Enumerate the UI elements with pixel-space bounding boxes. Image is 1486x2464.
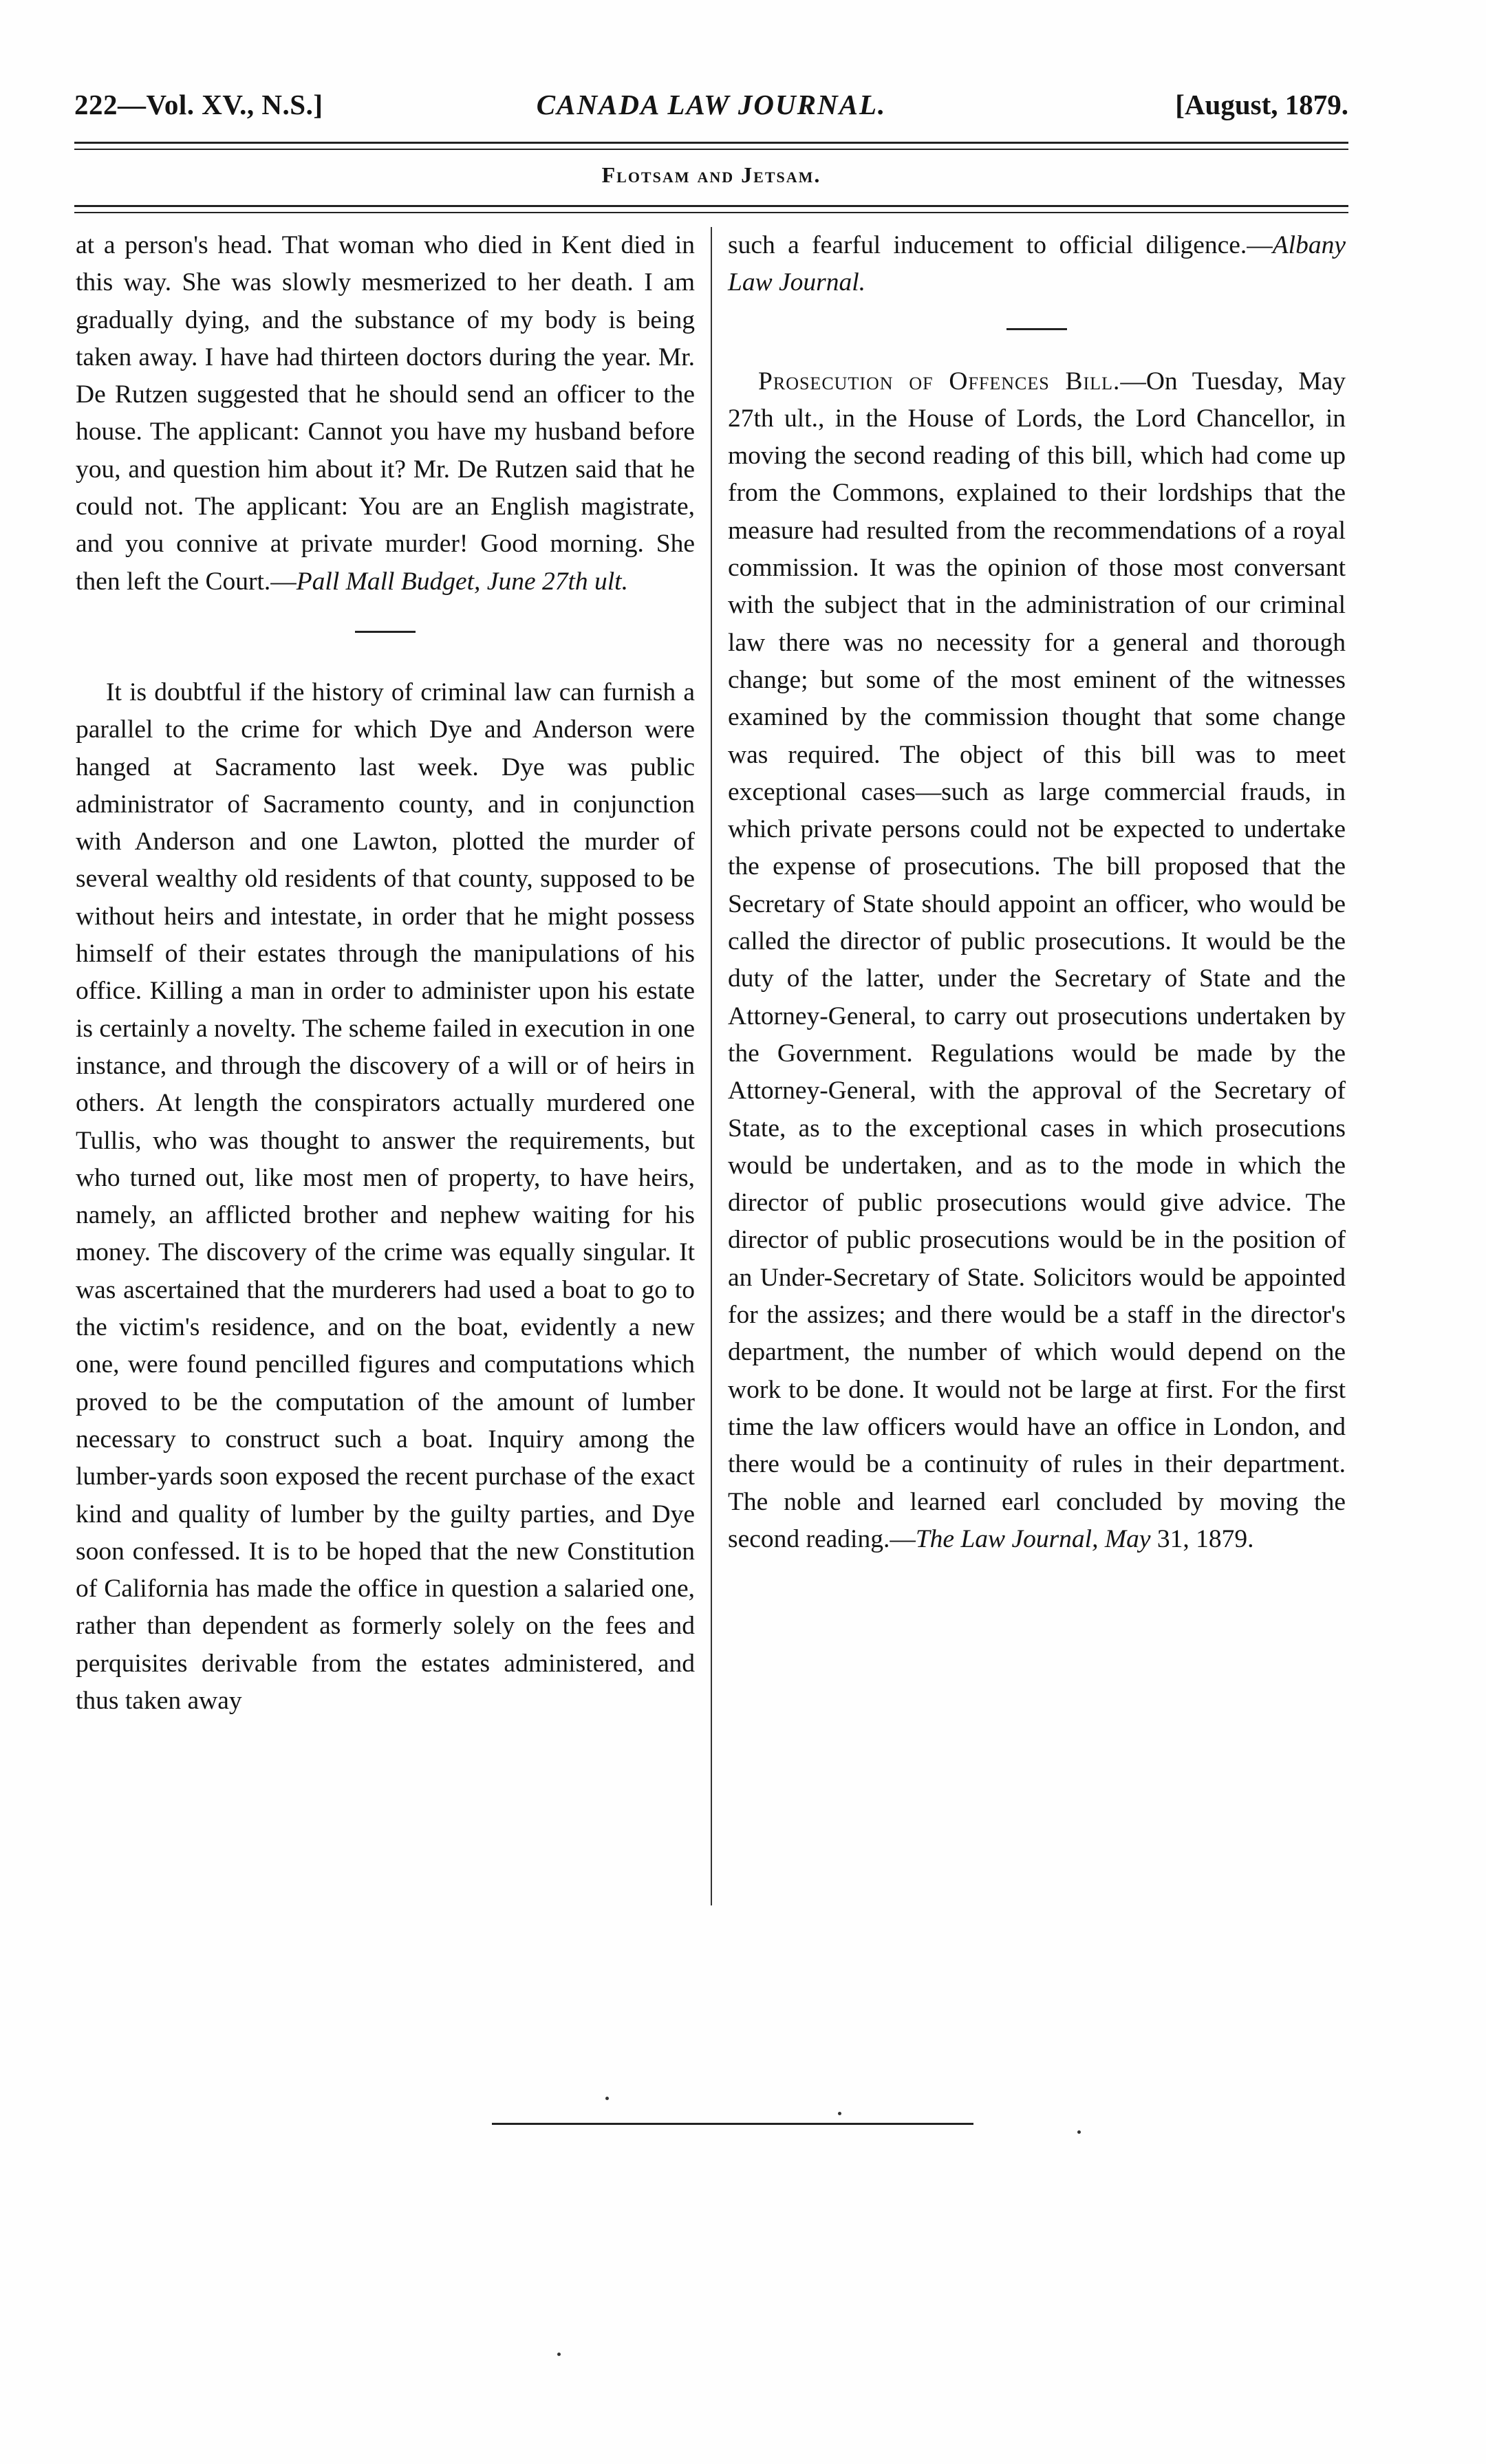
page-end-rule (492, 2123, 973, 2125)
print-speck (838, 2112, 841, 2115)
article-source: Albany Law Journal. (728, 231, 1346, 297)
article-text: —On Tuesday, May 27th ult., in the House of Lords, the Lord Chancellor, in moving the second reading of this bill, which had come up from the Commons, explained to their lordships that the measure had resulted from the recommendations of a royal commission. It was the opinion of those most conversant with the subject that in the administration of our criminal law there was no necessity for a general and thorough change; but some of the most eminent of the witnesses examined by the commission thought that some change was required. The object of this bill was to meet exceptional cases—such as large commercial frauds, in which private persons could not be expected to undertake the expense of prosecutions. The bill proposed that the Secretary of State should appoint an officer, who would be called the director of public prosecutions. It would be the duty of the latter, under the Secretary of State and the Attorney-General, to carry out prosecutions undertaken by the Government. Regulations would be made by the Attorney-General, with the approval of the Secretary of State, as to the exceptional cases in which prosecutions would be undertaken, and as to the mode in which the director of public prosecutions would give advice. The director of public prosecutions would be in the position of an Under-Secretary of State. Solicitors would be appointed for the assizes; and there would be a staff in the director's department, the number of which would depend on the work to be done. It would not be large at first. For the first time the law officers would have an office in London, and there would be a continuity of rules in their department. The noble and learned earl concluded by moving the second reading.— (728, 367, 1346, 1553)
section-rule-bottom (74, 212, 1348, 213)
print-speck (605, 2097, 609, 2100)
article-separator (355, 631, 416, 633)
article-heading: Prosecution of Offences Bill. (758, 367, 1121, 396)
journal-title: CANADA LAW JOURNAL. (536, 89, 887, 120)
article-separator (1006, 328, 1067, 330)
article-continuation-right (728, 227, 1346, 302)
article-source-date: 31, 1879. (1156, 1524, 1254, 1553)
header-rule-bottom (74, 149, 1348, 150)
section-rule-top (74, 205, 1348, 207)
article-sacramento: It is doubtful if the history of criminal law can furnish a parallel to the crime for which Dye and Anderson were hanged at Sacramento last week. Dye was public administrator of Sacramento county, and in conjunction with Anderson and one Lawton, plotted the murder of several wealthy old residents of that county, supposed to be without heirs and intestate, in order that he might possess himself of their estates through the manipulations of his office. Killing a man in order to administer upon his estate is certainly a novelty. The scheme failed in execution in one instance, and through the discovery of a will or of heirs in others. At length the conspirators actually murdered one Tullis, who was thought to answer the requirements, but who turned out, like most men of property, to have heirs, namely, an afflicted brother and nephew waiting for his money. The discovery of the crime was equally singular. It was ascertained that the murderers had used a boat to go to the victim's residence, and on the boat, evidently a new one, were found pencilled figures and computations which proved to be the computation of the amount of lumber necessary to construct such a boat. Inquiry among the lumber-yards soon exposed the recent purchase of the exact kind and quality of lumber by the guilty parties, and Dye soon confessed. It is to be hoped that the new Constitution of California has made the office in question a salaried one, rather than dependent as formerly solely on the fees and perquisites derivable from the estates administered, and thus taken away (76, 678, 695, 1715)
print-speck (557, 2353, 561, 2356)
running-header (74, 88, 1348, 136)
article-source: The Law Journal, May (915, 1524, 1151, 1553)
print-speck (1077, 2130, 1081, 2134)
left-column (76, 227, 695, 1720)
article-prosecution-bill (728, 363, 1346, 1559)
article-source: Pall Mall Budget, June 27th ult. (296, 567, 628, 596)
header-rule-top (74, 142, 1348, 144)
page-volume-label: 222—Vol. XV., N.S.] (74, 89, 323, 120)
column-divider (711, 227, 712, 1905)
section-title: Flotsam and Jetsam. (601, 162, 821, 187)
issue-date: [August, 1879. (1175, 89, 1348, 120)
right-column (728, 227, 1346, 1558)
article-text: such a fearful inducement to official diligence.— (728, 231, 1273, 259)
article-text: at a person's head. That woman who died in Kent died in this way. She was slowly mesmerized to her death. I am gradually dying, and the substance of my body is being taken away. I have had thirteen doctors during the year. Mr. De Rutzen suggested that he should send an officer to the house. The applicant: Cannot you have my husband before you, and question him about it? Mr. De Rutzen said that he could not. The applicant: You are an English magistrate, and you connive at private murder! Good morning. She then left the Court.— (76, 231, 695, 596)
article-continuation (76, 227, 695, 601)
